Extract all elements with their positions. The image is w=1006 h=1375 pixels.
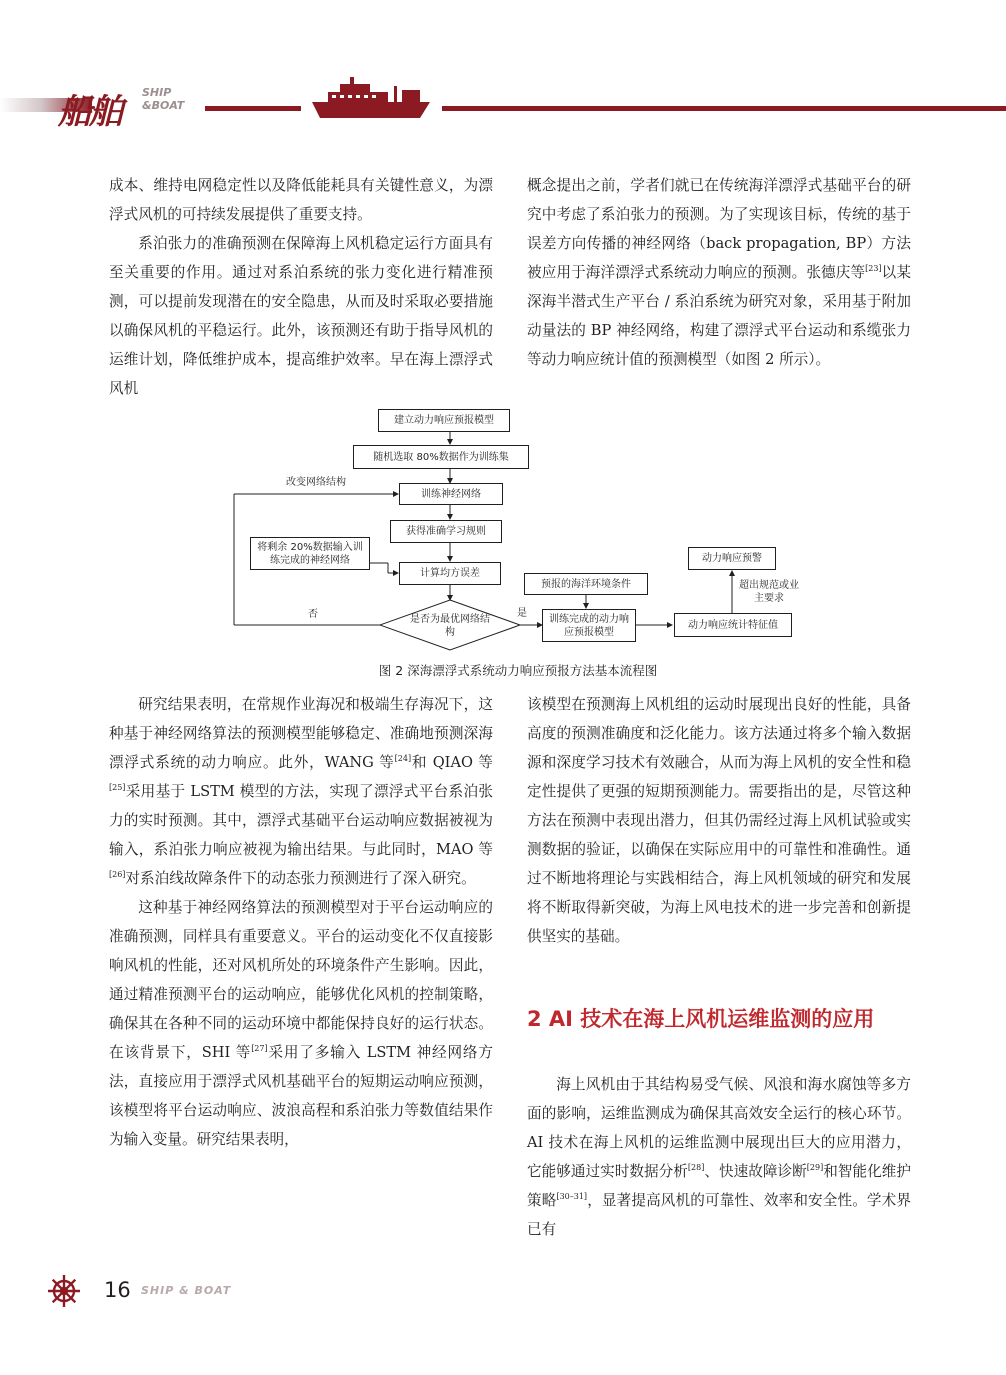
left-column-bottom xyxy=(109,690,493,1154)
box-trained-model: 训练完成的动力响应预报模型 xyxy=(542,609,636,642)
box-random-80: 随机选取 80%数据作为训练集 xyxy=(353,445,529,469)
label-change-structure: 改变网络结构 xyxy=(286,477,346,488)
citation: [30–31] xyxy=(556,1192,588,1201)
journal-logo-en: SHIP &BOAT xyxy=(142,86,185,112)
label-exceed-spec: 超出规范或业主要求 xyxy=(739,580,799,604)
box-remaining-20: 将剩余 20%数据输入训练完成的神经网络 xyxy=(250,537,370,570)
paragraph: 该模型在预测海上风机组的运动时展现出良好的性能，具备高度的预测准确度和泛化能力。该方法通过将多个输入数据源和深度学习技术有效融合，从而为海上风机的安全性和稳定性提供了更强的短期预测能力。需要指出的是，尽管这种方法在预测中表现出潜力，但其仍需经过海上风机试验或实测数据的验证，以确保在实际应用中的可靠性和准确性。通过不断地将理论与实践相结合，海上风机领域的研究和发展将不断取得新突破，为海上风电技术的进一步完善和创新提供坚实的基础。 xyxy=(527,696,911,945)
right-column-bottom xyxy=(527,690,911,951)
left-column-top xyxy=(109,171,493,403)
citation: [29] xyxy=(806,1163,824,1172)
paragraph: 海上风机由于其结构易受气候、风浪和海水腐蚀等多方面的影响，运维监测成为确保其高效安全运行的核心环节。AI 技术在海上风机的运维监测中展现出巨大的应用潜力，它能够通过实时数据分析[28]、快速故障诊断[29]和智能化维护策略[30–31]，显著提高风机的可靠性、效率和安全性。学术界已有 xyxy=(527,1076,911,1238)
journal-logo-cn: 船舶 xyxy=(58,92,120,132)
magazine-name: SHIP & BOAT xyxy=(141,1284,232,1297)
label-yes: 是 xyxy=(517,608,527,619)
page-number: 16 xyxy=(104,1278,131,1302)
citation: [28] xyxy=(687,1163,705,1172)
citation: [24] xyxy=(394,754,412,763)
header-rule-right xyxy=(442,106,1006,111)
box-build-model: 建立动力响应预报模型 xyxy=(378,409,510,432)
ship-icon xyxy=(310,76,432,120)
paragraph: 概念提出之前，学者们就已在传统海洋漂浮式基础平台的研究中考虑了系泊张力的预测。为了实现该目标，传统的基于误差方向传播的神经网络（back propagation, BP）方法被应用于海洋漂浮式系统动力响应的预测。张德庆等[23]以某深海半潜式生产平台 / 系泊系统为研究对象，采用基于附加动量法的 BP 神经网络，构建了漂浮式平台运动和系缆张力等动力响应统计值的预测模型（如图 2 所示）。 xyxy=(527,177,911,368)
paragraph: 系泊张力的准确预测在保障海上风机稳定运行方面具有至关重要的作用。通过对系泊系统的张力变化进行精准预测，可以提前发现潜在的安全隐患，从而及时采取必要措施以确保风机的平稳运行。此外，该预测还有助于指导风机的运维计划，降低维护成本，提高维护效率。早在海上漂浮式风机 xyxy=(109,235,493,397)
paragraph: 成本、维持电网稳定性以及降低能耗具有关键性意义，为漂浮式风机的可持续发展提供了重要支持。 xyxy=(109,177,493,223)
box-stat-values: 动力响应统计特征值 xyxy=(674,613,792,637)
label-no: 否 xyxy=(308,609,318,620)
box-sea-env: 预报的海洋环境条件 xyxy=(524,573,648,595)
box-train-network: 训练神经网络 xyxy=(399,483,503,505)
box-warning: 动力响应预警 xyxy=(688,547,776,570)
header-rule-left xyxy=(205,106,301,111)
section-heading: 2 AI 技术在海上风机运维监测的应用 xyxy=(527,1007,875,1031)
citation: [26] xyxy=(109,870,126,879)
box-mse: 计算均方误差 xyxy=(399,562,501,585)
right-column-section2 xyxy=(527,1070,911,1244)
flowchart-figure xyxy=(228,405,808,655)
ship-wheel-icon xyxy=(47,1274,81,1308)
citation: [23] xyxy=(865,264,882,273)
citation: [27] xyxy=(251,1044,268,1053)
box-learning-rule: 获得准确学习规则 xyxy=(390,520,502,543)
page-header xyxy=(0,72,1006,132)
page-footer xyxy=(47,1274,347,1310)
paragraph: 这种基于神经网络算法的预测模型对于平台运动响应的准确预测，同样具有重要意义。平台的运动变化不仅直接影响风机的性能，还对风机所处的环境条件产生影响。因此，通过精准预测平台的运动响应，能够优化风机的控制策略，确保其在各种不同的运动环境中都能保持良好的运行状态。在该背景下，SHI 等[27]采用了多输入 LSTM 神经网络方法，直接应用于漂浮式风机基础平台的短期运动响应预测，该模型将平台运动响应、波浪高程和系泊张力等数值结果作为输入变量。研究结果表明， xyxy=(109,899,493,1148)
right-column-top xyxy=(527,171,911,374)
citation: [25] xyxy=(109,783,126,792)
paragraph: 研究结果表明，在常规作业海况和极端生存海况下，这种基于神经网络算法的预测模型能够稳定、准确地预测深海漂浮式系统的动力响应。此外，WANG 等[24]和 QIAO 等[25]采用基于 LSTM 模型的方法，实现了漂浮式平台系泊张力的实时预测。其中，漂浮式基础平台运动响应数据被视为输入，系泊张力响应被视为输出结果。与此同时，MAO 等[26]对系泊线故障条件下的动态张力预测进行了深入研究。 xyxy=(109,696,493,887)
diamond-optimal-structure: 是否为最优网络结构 xyxy=(410,614,490,638)
figure-caption: 图 2 深海漂浮式系统动力响应预报方法基本流程图 xyxy=(378,663,658,678)
